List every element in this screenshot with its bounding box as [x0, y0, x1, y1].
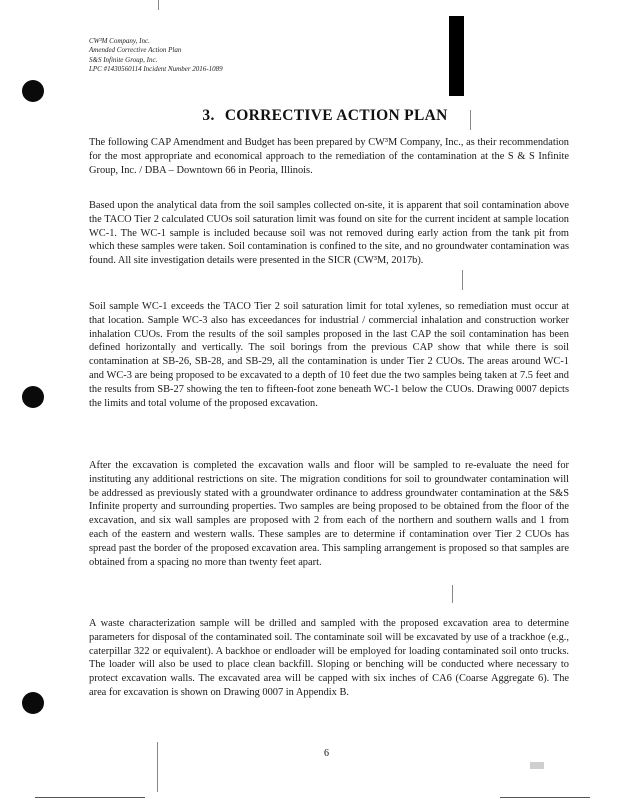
- binder-tab-marker: [449, 16, 464, 96]
- header-company: CW³M Company, Inc.: [89, 37, 150, 45]
- bates-stamp: [530, 762, 544, 769]
- scan-artifact: [470, 110, 471, 130]
- scan-artifact: [452, 585, 453, 603]
- punch-hole-middle: [22, 386, 44, 408]
- section-number: 3.: [202, 107, 215, 124]
- section-title: [0, 107, 618, 125]
- scan-edge-line-left: [35, 797, 145, 798]
- punch-hole-top: [22, 80, 44, 102]
- page-number: 6: [324, 748, 329, 759]
- scan-edge-line-right: [500, 797, 590, 798]
- scan-artifact: [462, 270, 463, 290]
- paragraph-soil-sample: Soil sample WC-1 exceeds the TACO Tier 2 soil saturation limit for total xylenes, so remediation must occur at that location. Sample WC-3 also has exceedances for industrial / commercial inhalation and construction worker inhalation CUOs. From the results of the soil samples proposed in the last CAP the soil contamination has been defined horizontally and vertically. The soil borings from the previous CAP show that while there is soil contamination at SB-26, SB-28, and SB-29, all the contamination is under Tier 2 CUOs. The areas around WC-1 and WC-3 are being proposed to be excavated to a depth of 10 feet due the two samples being taken at 7.5 feet and the results from SB-27 showing the ten to fifteen-foot zone beneath WC-1 below the CUOs. Drawing 0007 depicts the limits and total volume of the proposed excavation.: [89, 301, 569, 409]
- scan-artifact: [157, 742, 158, 792]
- paragraph-waste-characterization: A waste characterization sample will be drilled and sampled with the proposed excavation area to determine parameters for disposal of the contaminated soil. The contaminate soil will be excavated by use of a trackhoe (e.g., caterpillar 322 or equivalent). A backhoe or endloader will be employed for loading contaminated soil onto trucks. The loader will also be used to place clean backfill. Sloping or benching will be conducted where necessary to protect excavation walls. The excavated area will be capped with six inches of CA6 (Coarse Aggregate 6). The area for excavation is shown on Drawing 0007 in Appendix B.: [89, 618, 569, 698]
- header-client: S&S Infinite Group, Inc.: [89, 55, 158, 64]
- header-incident: LPC #1430560114 Incident Number 2016-1089: [89, 64, 223, 73]
- document-header: [89, 37, 223, 74]
- scan-artifact: [158, 0, 159, 10]
- punch-hole-bottom: [22, 692, 44, 714]
- paragraph-excavation-sampling: After the excavation is completed the excavation walls and floor will be sampled to re-evaluate the need for instituting any additional restrictions on site. The migration conditions for soil to groundwater contamination will be addressed as previously stated with a groundwater ordinance to address groundwater contamination at the S&S Infinite property and surrounding properties. Two samples are being proposed to be obtained from the floor of the excavation, and six wall samples are proposed with 2 from each of the northern and southern walls and 1 from each of the eastern and western walls. These samples are to determine if contamination over Tier 2 CUOs has spread past the border of the proposed excavation area. This sampling arrangement is proposed so that samples are obtained from a spacing no more than twenty feet apart.: [89, 460, 569, 568]
- paragraph-intro: The following CAP Amendment and Budget has been prepared by CW³M Company, Inc., as their recommendation for the most appropriate and economical approach to the remediation of the contamination at the S & S Infinite Group, Inc. / DBA – Downtown 66 in Peoria, Illinois.: [89, 137, 569, 176]
- paragraph-analytical-data: Based upon the analytical data from the soil samples collected on-site, it is apparent that soil contamination above the TACO Tier 2 calculated CUOs soil saturation limit was found on site for the current incident at sample location WC-1. The WC-1 sample is included because soil was not removed during early action from the tank pit from which these samples were taken. Soil contamination is confined to the site, and no groundwater contamination was found. All site investigation details were presented in the SICR (CW³M, 2017b).: [89, 200, 569, 267]
- section-heading: CORRECTIVE ACTION PLAN: [224, 107, 448, 124]
- header-plan-title: Amended Corrective Action Plan: [89, 46, 182, 55]
